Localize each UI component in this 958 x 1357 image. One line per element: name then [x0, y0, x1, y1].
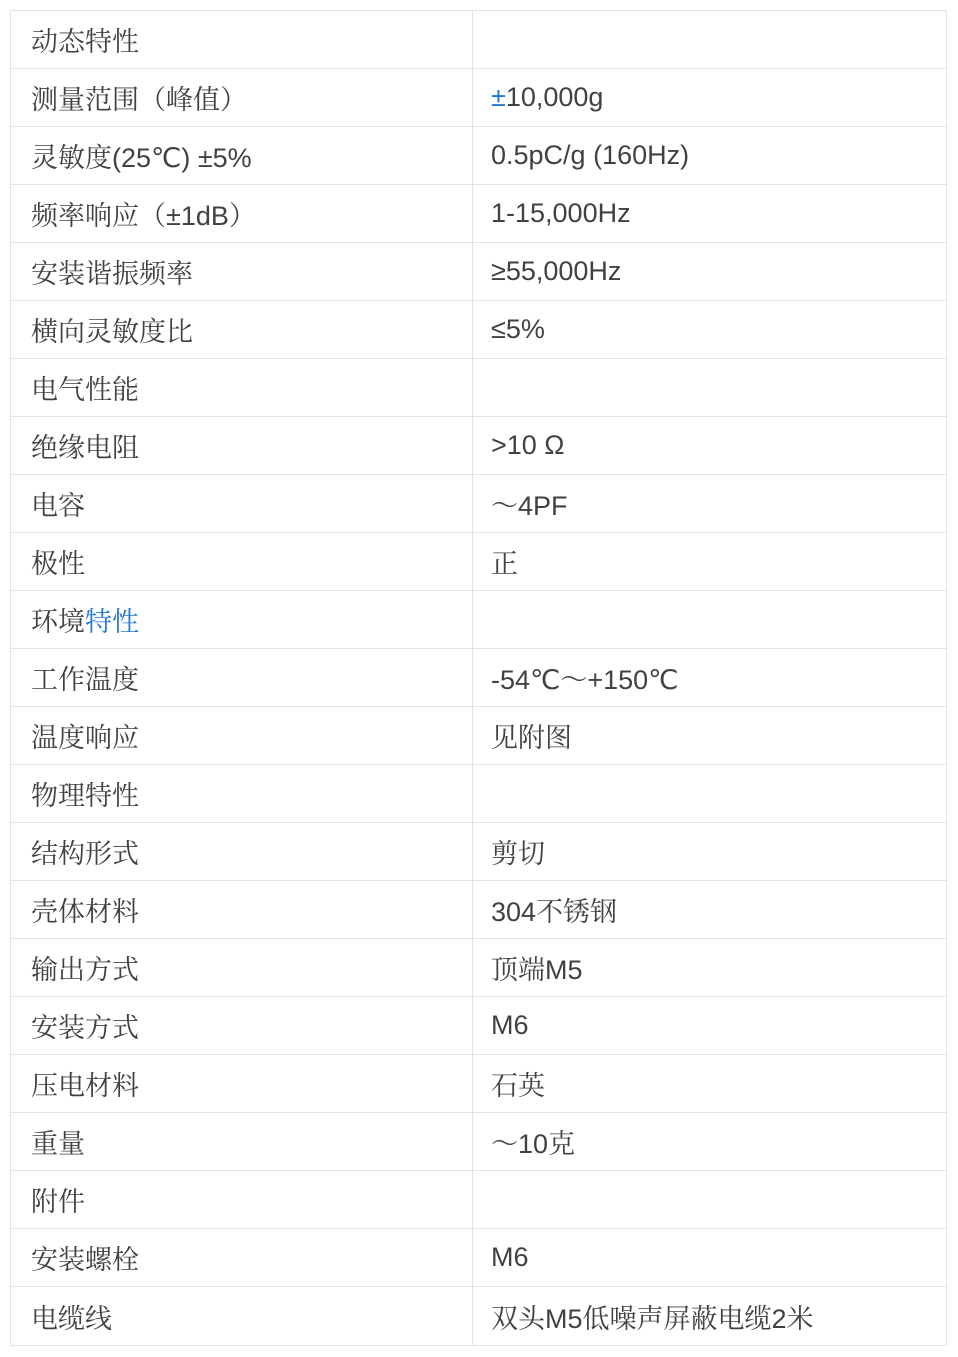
plus-minus-link[interactable]: ±	[491, 82, 506, 112]
spec-value-text: ～4PF	[491, 491, 568, 521]
spec-label-text: 安装螺栓	[31, 1245, 139, 1275]
spec-label-text: 结构形式	[31, 839, 139, 869]
spec-label-text: 温度响应	[31, 723, 139, 753]
spec-value-text: ≤5%	[491, 314, 545, 344]
table-row	[11, 11, 946, 69]
spec-value-cell	[473, 1113, 946, 1170]
spec-value-cell	[473, 1171, 946, 1228]
spec-value-cell	[473, 533, 946, 590]
spec-label-operating-temperature	[11, 649, 473, 706]
table-row	[11, 475, 946, 533]
spec-label-piezo-material	[11, 1055, 473, 1112]
spec-value-text: >10 Ω	[491, 430, 565, 460]
spec-label-capacitance	[11, 475, 473, 532]
table-row	[11, 359, 946, 417]
spec-value-cell	[473, 359, 946, 416]
spec-label-section-electrical	[11, 359, 473, 416]
spec-value-cell	[473, 997, 946, 1054]
spec-label-text: 安装谐振频率	[31, 259, 193, 289]
spec-value-cell	[473, 1055, 946, 1112]
table-row	[11, 1287, 946, 1345]
spec-label-text: 灵敏度(25℃) ±5%	[31, 143, 252, 173]
spec-value-text: 0.5pC/g (160Hz)	[491, 140, 690, 170]
spec-label-text: 绝缘电阻	[31, 433, 139, 463]
table-row	[11, 185, 946, 243]
spec-value-text: 剪切	[491, 839, 545, 869]
spec-value-cell	[473, 649, 946, 706]
spec-label-text: 安装方式	[31, 1013, 139, 1043]
table-row	[11, 127, 946, 185]
spec-label-sensitivity	[11, 127, 473, 184]
spec-value-text: -54℃～+150℃	[491, 665, 679, 695]
spec-label-measurement-range	[11, 69, 473, 126]
spec-label-mounting-stud	[11, 1229, 473, 1286]
spec-label-text: 频率响应（±1dB）	[31, 201, 256, 231]
spec-value-text: 10,000g	[505, 82, 604, 112]
spec-label-text: 壳体材料	[31, 897, 139, 927]
spec-value-cell	[473, 881, 946, 938]
spec-label-mounting-type	[11, 997, 473, 1054]
spec-value-cell	[473, 475, 946, 532]
spec-value-cell	[473, 823, 946, 880]
spec-value-cell	[473, 11, 946, 68]
spec-label-output-type	[11, 939, 473, 996]
spec-label-text: 工作温度	[31, 665, 139, 695]
spec-label-text: 电缆线	[31, 1303, 112, 1334]
table-row	[11, 1113, 946, 1171]
spec-label-weight	[11, 1113, 473, 1170]
spec-label-text: 横向灵敏度比	[31, 317, 193, 347]
spec-label-text: 压电材料	[31, 1071, 139, 1101]
table-row	[11, 649, 946, 707]
spec-label-insulation-resistance	[11, 417, 473, 474]
spec-value-cell	[473, 127, 946, 184]
spec-value-cell	[473, 185, 946, 242]
spec-label-cable	[11, 1287, 473, 1345]
spec-value-cell	[473, 939, 946, 996]
spec-value-cell	[473, 417, 946, 474]
spec-label-transverse-sensitivity	[11, 301, 473, 358]
table-row	[11, 417, 946, 475]
spec-label-text: 重量	[31, 1129, 85, 1159]
spec-value-text: 304不锈钢	[491, 897, 618, 927]
characteristics-link[interactable]: 特性	[85, 607, 139, 637]
spec-label-text: 测量范围（峰值）	[31, 85, 247, 115]
spec-label-section-environmental	[11, 591, 473, 648]
spec-label-polarity	[11, 533, 473, 590]
spec-label-text: 电气性能	[31, 375, 139, 405]
spec-label-structure-type	[11, 823, 473, 880]
spec-label-text: 输出方式	[31, 955, 139, 985]
spec-label-section-accessories	[11, 1171, 473, 1228]
spec-value-cell	[473, 1287, 946, 1345]
spec-value-text: M6	[491, 1242, 529, 1272]
spec-label-mounted-resonance	[11, 243, 473, 300]
spec-label-text: 极性	[31, 549, 85, 579]
spec-value-text: 双头M5低噪声屏蔽电缆2米	[491, 1303, 814, 1334]
table-row	[11, 591, 946, 649]
spec-value-cell	[473, 301, 946, 358]
spec-label-section-dynamic	[11, 11, 473, 68]
table-row	[11, 707, 946, 765]
spec-value-cell	[473, 243, 946, 300]
spec-value-cell	[473, 1229, 946, 1286]
table-row	[11, 69, 946, 127]
spec-value-cell	[473, 707, 946, 764]
table-row	[11, 823, 946, 881]
spec-value-text: 顶端M5	[491, 955, 583, 985]
spec-label-text: 环境	[31, 607, 85, 637]
table-row	[11, 301, 946, 359]
table-row	[11, 1171, 946, 1229]
spec-value-text: 正	[491, 549, 518, 579]
spec-value-text: 1-15,000Hz	[491, 198, 631, 228]
spec-label-housing-material	[11, 881, 473, 938]
table-row	[11, 765, 946, 823]
table-row	[11, 243, 946, 301]
table-row	[11, 1229, 946, 1287]
spec-label-text: 物理特性	[31, 781, 139, 811]
table-row	[11, 997, 946, 1055]
spec-label-text: 动态特性	[31, 27, 139, 57]
spec-label-text: 电容	[31, 491, 85, 521]
spec-table	[10, 10, 947, 1346]
spec-label-section-physical	[11, 765, 473, 822]
table-row	[11, 533, 946, 591]
spec-value-cell	[473, 69, 946, 126]
spec-value-text: M6	[491, 1010, 529, 1040]
spec-label-frequency-response	[11, 185, 473, 242]
spec-label-temperature-response	[11, 707, 473, 764]
table-row	[11, 1055, 946, 1113]
spec-value-text: 石英	[491, 1071, 545, 1101]
spec-value-text: 见附图	[491, 723, 572, 753]
spec-value-cell	[473, 765, 946, 822]
spec-value-text: ≥55,000Hz	[491, 256, 622, 286]
spec-value-cell	[473, 591, 946, 648]
spec-value-text: ～10克	[491, 1129, 576, 1159]
spec-label-text: 附件	[31, 1187, 85, 1217]
table-row	[11, 939, 946, 997]
table-row	[11, 881, 946, 939]
